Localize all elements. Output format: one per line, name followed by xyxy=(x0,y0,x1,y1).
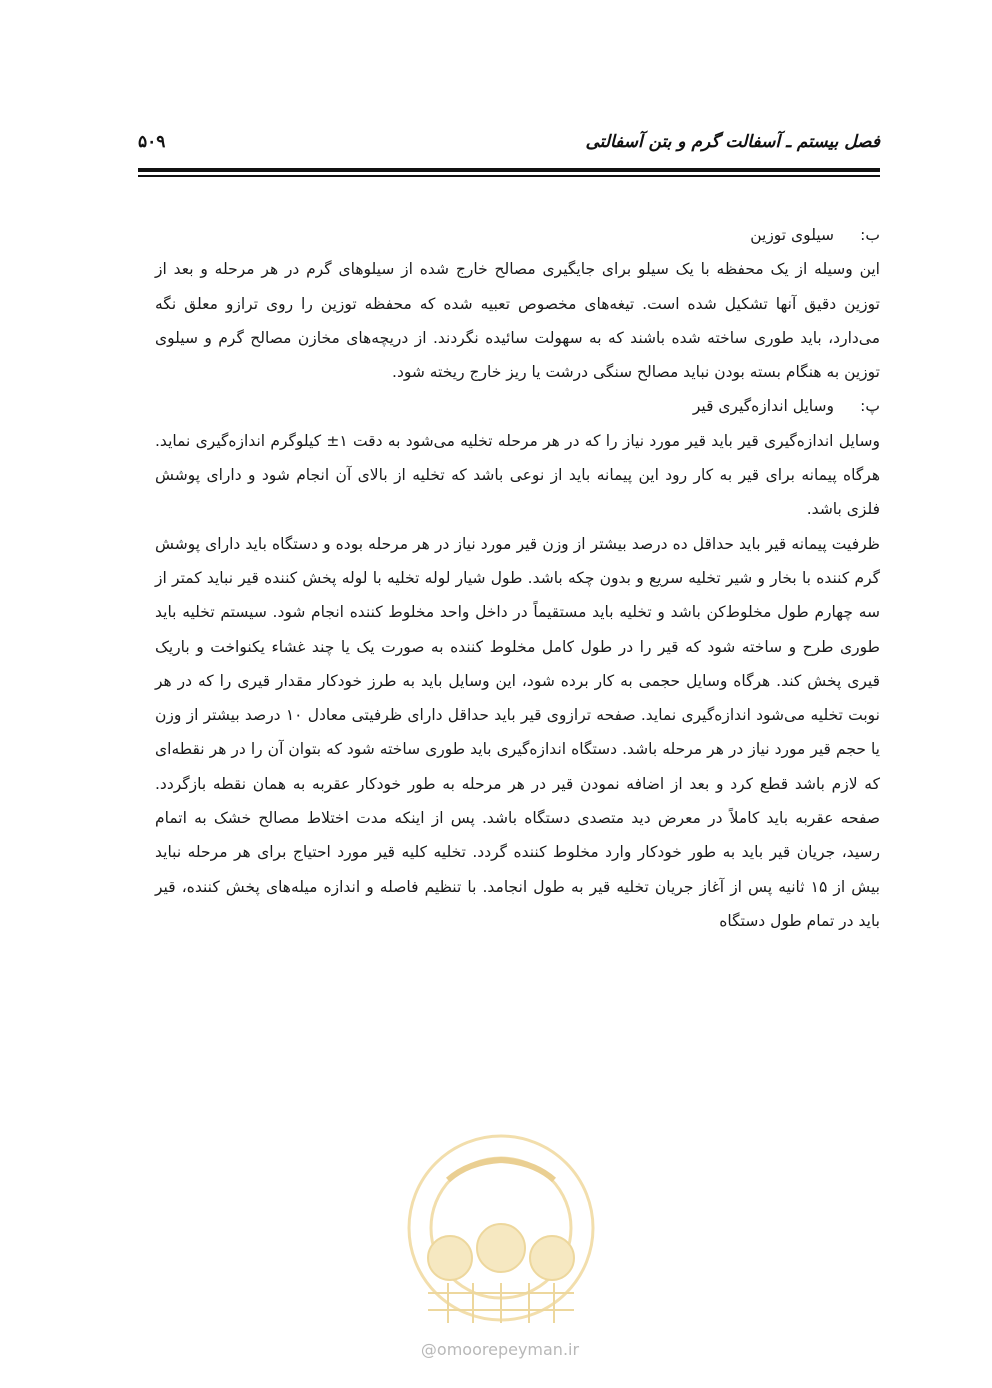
section-heading-b xyxy=(155,218,880,252)
watermark-url: @omoorepeyman.ir xyxy=(420,1340,580,1359)
section-letter: ب: xyxy=(860,226,880,244)
section-letter: پ: xyxy=(860,397,880,416)
running-header xyxy=(138,128,880,164)
paragraph: این وسیله از یک محفظه با یک سیلو برای جایگیری مصالح خارج شده از سیلوهای گرم در هر مرحله و بعد از توزین دقیق آنها تشکیل شده است. تیغه‌های مخصوص تعبیه شده که محفظه توزین را روی ترازو معلق نگه می‌دارد، باید طوری ساخته شده باشند که به سهولت سائیده نگردند. از دریچه‌های مخازن مصالح گرم و سیلوی توزین به هنگام بسته بودن نباید مصالح سنگی درشت یا ریز خارج ریخته شود. xyxy=(155,260,880,382)
header-rule-thick xyxy=(138,168,880,172)
watermark-logo xyxy=(388,1118,614,1338)
body-text xyxy=(155,218,880,938)
header-rule-thin xyxy=(138,175,880,177)
paragraph: وسایل اندازه‌گیری قیر باید قیر مورد نیاز را که در هر مرحله تخلیه می‌شود به دقت ۱± کیلوگرم اندازه‌گیری نماید. هرگاه پیمانه برای قیر به کار رود این پیمانه باید از نوعی باشد که تخلیه از بالای آن انجام شود و دارای پوشش فلزی باشد. xyxy=(155,431,880,519)
paragraph: ظرفیت پیمانه قیر باید حداقل ده درصد بیشتر از وزن قیر مورد نیاز در هر مرحله بوده و دستگاه باید دارای پوشش گرم کننده با بخار و شیر تخلیه سریع و بدون چکه باشد. طول شیار لوله تخلیه با لوله پخش کننده قیر نباید کمتر از سه چهارم طول مخلوط‌کن باشد و تخلیه باید مستقیماً در داخل واحد مخلوط کننده انجام شود. سیستم تخلیه باید طوری طرح و ساخته شود که قیر را در طول کامل مخلوط کننده به صورت یک یا چند غشاء یکنواخت و باریک قیری پخش کند. هرگاه وسایل حجمی به کار برده شود، این وسایل باید به طرز خودکار مقدار قیری را که در هر نوبت تخلیه می‌شود اندازه‌گیری نماید. صفحه ترازوی قیر باید حداقل دارای ظرفیتی معادل ۱۰ درصد بیشتر از وزن یا حجم قیر مورد نیاز در هر مرحله باشد. دستگاه اندازه‌گیری باید طوری ساخته شود که بتوان آن را در هر نقطه‌ای که لازم باشد قطع کرد و بعد از اضافه نمودن قیر در هر مرحله به طور خودکار عقربه به همان نقطه بازگردد. صفحه عقربه باید کاملاً در معرض دید متصدی دستگاه باشد. پس از اینکه مدت اختلاط مصالح خشک به اتمام رسید، جریان قیر باید به طور خودکار وارد مخلوط کننده گردد. تخلیه کلیه قیر مورد احتیاج برای هر مرحله نباید بیش از ۱۵ ثانیه پس از آغاز جریان تخلیه قیر به طول انجامد. با تنظیم فاصله و اندازه میله‌های پخش کننده، قیر باید در تمام طول دستگاه xyxy=(155,534,880,930)
chapter-title: فصل بیستم ـ آسفالت گرم و بتن آسفالتی xyxy=(585,132,880,152)
section-title: وسایل اندازه‌گیری قیر xyxy=(692,397,834,416)
page-number: ۵۰۹ xyxy=(138,132,166,152)
section-title: سیلوی توزین xyxy=(750,226,834,244)
section-heading-p xyxy=(155,389,880,423)
